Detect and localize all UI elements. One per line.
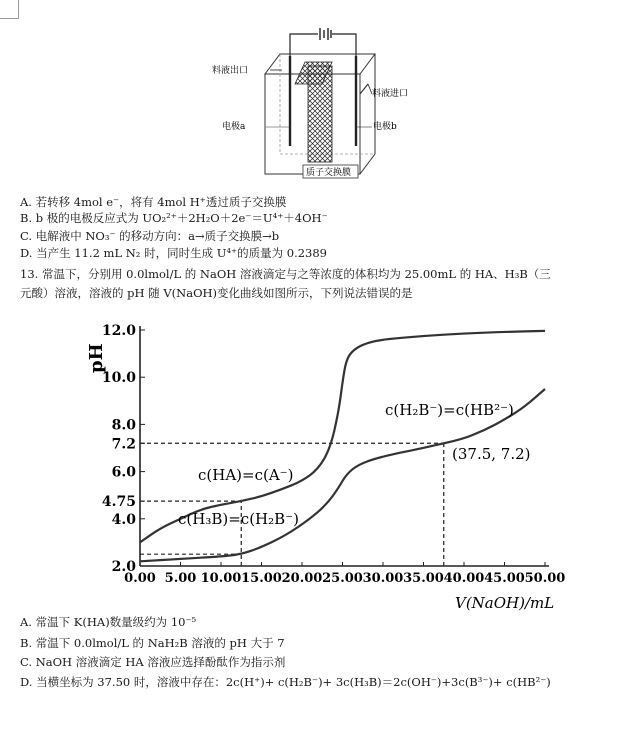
q12-option-c — [20, 229, 279, 243]
q13-option-a — [20, 615, 196, 629]
outlet-label: 料液出口 — [212, 66, 249, 76]
x-axis-label: V(NaOH)/mL — [455, 594, 555, 612]
annotation-h3b-h2b: c(H₃B)=c(H₂B⁻) — [178, 510, 299, 528]
option-text: NaOH 溶液滴定 HA 溶液应选择酚酞作为指示剂 — [35, 655, 286, 669]
q13-stem-line2: 元酸）溶液，溶液的 pH 随 V(NaOH)变化曲线如图所示，下列说法错误的是 — [20, 286, 413, 300]
annotation-ha-a: c(HA)=c(A⁻) — [198, 466, 294, 484]
option-text: b 极的电极反应式为 UO₂²⁺＋2H₂O＋2e⁻＝U⁴⁺＋4OH⁻ — [35, 211, 328, 225]
option-letter: C. — [20, 655, 33, 669]
x-tick-label: 20.00 — [281, 571, 323, 586]
option-letter: B. — [20, 211, 33, 225]
y-tick-label: 10.0 — [101, 370, 136, 387]
x-tick-label: 10.00 — [200, 571, 242, 586]
option-text: 常温下 0.0lmol/L 的 NaH₂B 溶液的 pH 大于 7 — [35, 636, 285, 650]
option-letter: D. — [20, 675, 33, 689]
electrolysis-cell-diagram — [210, 26, 440, 191]
y-tick-label: 12.0 — [101, 323, 136, 339]
x-tick-label: 50.00 — [524, 571, 566, 586]
q13-option-d — [20, 675, 551, 689]
x-tick-label: 30.00 — [362, 571, 404, 586]
y-tick-label: 6.0 — [111, 464, 136, 481]
option-text: 若转移 4mol e⁻，将有 4mol H⁺透过质子交换膜 — [35, 195, 287, 209]
y-tick-label: 8.0 — [111, 417, 136, 434]
option-letter: A. — [20, 195, 32, 209]
y-tick-label: 4.75 — [101, 494, 136, 511]
q12-option-d — [20, 246, 327, 260]
x-tick-label: 0.00 — [124, 571, 156, 586]
y-axis-label: pH — [86, 343, 107, 373]
option-text: 当横坐标为 37.50 时，溶液中存在：2c(H⁺)+ c(H₂B⁻)+ 3c(H₃B)＝2c(OH⁻)+3c(B³⁻)+ c(HB²⁻) — [36, 675, 551, 689]
option-letter: D. — [20, 246, 33, 260]
page-corner-mark — [0, 0, 19, 19]
option-letter: B. — [20, 636, 33, 650]
x-tick-label: 15.00 — [241, 571, 282, 586]
membrane-label: 质子交换膜 — [306, 168, 352, 178]
x-tick-label: 40.00 — [443, 571, 485, 586]
q12-option-b — [20, 211, 328, 225]
x-tick-label: 35.00 — [403, 571, 444, 586]
q13-stem-line1: 13. 常温下，分别用 0.0lmol/L 的 NaOH 溶液滴定与之等浓度的体积均为 25.00mL 的 HA、H₃B（三 — [20, 267, 551, 281]
q12-option-a — [20, 195, 286, 209]
y-tick-label: 2.0 — [111, 559, 136, 575]
option-letter: A. — [20, 615, 32, 629]
option-text: 当产生 11.2 mL N₂ 时，同时生成 U⁴⁺的质量为 0.2389 — [36, 246, 327, 260]
annotation-point: (37.5, 7.2) — [452, 445, 531, 463]
y-tick-label: 4.0 — [111, 511, 136, 528]
q13-option-c — [20, 655, 285, 669]
x-tick-label: 45.00 — [484, 571, 525, 586]
option-letter: C. — [20, 229, 33, 243]
y-tick-label: 7.2 — [111, 436, 136, 453]
x-tick-label: 5.00 — [164, 571, 197, 586]
electrode-a-label: 电极a — [222, 122, 246, 132]
option-text: 电解液中 NO₃⁻ 的移动方向：a→质子交换膜→b — [35, 229, 280, 243]
q13-option-b — [20, 636, 285, 650]
option-text: 常温下 K(HA)数量级约为 10⁻⁵ — [35, 615, 197, 629]
annotation-h2b-hb2: c(H₂B⁻)=c(HB²⁻) — [385, 401, 514, 419]
electrode-b-label: 电极b — [373, 122, 397, 132]
inlet-label: 料液进口 — [372, 89, 409, 99]
x-tick-label: 25.00 — [322, 571, 363, 586]
reference-lines — [140, 443, 444, 566]
titration-chart — [86, 318, 570, 613]
